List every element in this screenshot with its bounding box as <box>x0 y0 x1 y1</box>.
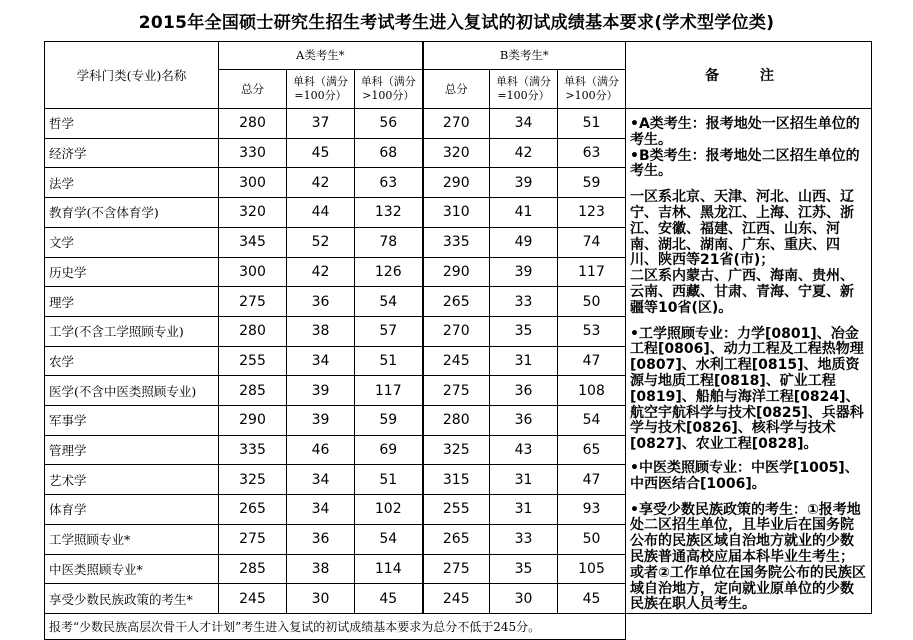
b-single-100-score: 31 <box>490 465 558 495</box>
b-single-over-score: 108 <box>558 376 626 406</box>
b-total-score: 265 <box>423 524 490 554</box>
a-single-over-score: 56 <box>355 109 423 139</box>
a-total-score: 265 <box>219 495 287 525</box>
b-single-over-score: 50 <box>558 524 626 554</box>
b-single-over-score: 54 <box>558 406 626 436</box>
a-single-100-score: 46 <box>287 435 355 465</box>
group-a-header: A类考生* <box>219 42 423 70</box>
table-row <box>45 109 872 139</box>
a-single-over-score: 57 <box>355 316 423 346</box>
b-single-100-score: 35 <box>490 554 558 584</box>
a-single-100-score: 34 <box>287 495 355 525</box>
subject-name: 军事学 <box>45 406 219 436</box>
remarks-notes <box>626 109 872 614</box>
subject-header: 学科门类(专业)名称 <box>45 42 219 109</box>
a-single-over-score: 78 <box>355 227 423 257</box>
subject-name: 工学照顾专业* <box>45 524 219 554</box>
b-total-score: 310 <box>423 198 490 228</box>
b-total-score: 290 <box>423 257 490 287</box>
a-single-100-score: 44 <box>287 198 355 228</box>
subject-name: 管理学 <box>45 435 219 465</box>
a-single-over-score: 54 <box>355 524 423 554</box>
note-b-definition: •B类考生：报考地处二区招生单位的考生。 <box>630 147 860 180</box>
subject-name: 文学 <box>45 227 219 257</box>
a-single-100-score: 39 <box>287 376 355 406</box>
a-single-100-score: 45 <box>287 138 355 168</box>
a-single-over-score: 117 <box>355 376 423 406</box>
a-total-score: 245 <box>219 584 287 614</box>
b-total-header: 总分 <box>423 70 490 109</box>
subject-name: 艺术学 <box>45 465 219 495</box>
subject-name: 理学 <box>45 287 219 317</box>
a-total-score: 345 <box>219 227 287 257</box>
page-title: 2015年全国硕士研究生招生考试考生进入复试的初试成绩基本要求(学术型学位类) <box>138 13 775 33</box>
note-region-1: 一区系北京、天津、河北、山西、辽宁、吉林、黑龙江、上海、江苏、浙江、安徽、福建、江西、山东、河南、湖北、湖南、广东、重庆、四川、陕西等21省(市)； <box>630 189 854 269</box>
b-single-over-score: 74 <box>558 227 626 257</box>
a-single-over-score: 63 <box>355 168 423 198</box>
a-single-100-score: 42 <box>287 257 355 287</box>
b-single-over-score: 93 <box>558 495 626 525</box>
b-single-100-score: 36 <box>490 376 558 406</box>
subject-name: 享受少数民族政策的考生* <box>45 584 219 614</box>
b-total-score: 290 <box>423 168 490 198</box>
a-single-over-score: 126 <box>355 257 423 287</box>
a-total-score: 285 <box>219 554 287 584</box>
a-single-100-score: 30 <box>287 584 355 614</box>
a-total-score: 275 <box>219 524 287 554</box>
subject-name: 经济学 <box>45 138 219 168</box>
b-single-100-score: 31 <box>490 495 558 525</box>
subject-name: 法学 <box>45 168 219 198</box>
b-single-over-score: 105 <box>558 554 626 584</box>
a-single-over-score: 51 <box>355 346 423 376</box>
subject-name: 体育学 <box>45 495 219 525</box>
b-single-100-score: 33 <box>490 524 558 554</box>
b-single-over-header: 单科（满分 >100分） <box>558 70 626 109</box>
a-total-score: 280 <box>219 316 287 346</box>
b-single-over-score: 59 <box>558 168 626 198</box>
b-single-100-score: 39 <box>490 168 558 198</box>
a-total-score: 300 <box>219 168 287 198</box>
b-single-100-score: 31 <box>490 346 558 376</box>
note-tcm-care: •中医类照顾专业：中医学[1005]、中西医结合[1006]。 <box>630 459 859 492</box>
b-total-score: 315 <box>423 465 490 495</box>
a-single-100-score: 39 <box>287 406 355 436</box>
b-single-100-score: 30 <box>490 584 558 614</box>
b-single-100-score: 35 <box>490 316 558 346</box>
b-total-score: 320 <box>423 138 490 168</box>
subject-name: 哲学 <box>45 109 219 139</box>
a-single-over-score: 59 <box>355 406 423 436</box>
b-single-over-score: 53 <box>558 316 626 346</box>
b-single-100-header: 单科（满分 =100分） <box>490 70 558 109</box>
a-total-score: 255 <box>219 346 287 376</box>
a-single-over-score: 132 <box>355 198 423 228</box>
b-total-score: 325 <box>423 435 490 465</box>
b-total-score: 255 <box>423 495 490 525</box>
a-single-over-score: 45 <box>355 584 423 614</box>
subject-name: 医学(不含中医类照顾专业) <box>45 376 219 406</box>
a-single-100-score: 36 <box>287 524 355 554</box>
a-single-over-score: 68 <box>355 138 423 168</box>
a-single-100-score: 52 <box>287 227 355 257</box>
a-single-100-score: 34 <box>287 346 355 376</box>
b-single-100-score: 41 <box>490 198 558 228</box>
footer-row <box>45 614 872 640</box>
a-total-score: 275 <box>219 287 287 317</box>
note-a-definition: •A类考生：报考地处一区招生单位的考生。 <box>630 116 860 148</box>
b-total-score: 275 <box>423 376 490 406</box>
a-total-score: 325 <box>219 465 287 495</box>
a-single-100-score: 36 <box>287 287 355 317</box>
a-total-score: 280 <box>219 109 287 139</box>
remarks-header: 备 注 <box>626 42 872 109</box>
a-single-100-score: 38 <box>287 554 355 584</box>
a-single-100-score: 34 <box>287 465 355 495</box>
a-single-over-score: 54 <box>355 287 423 317</box>
a-total-score: 335 <box>219 435 287 465</box>
group-b-header: B类考生* <box>423 42 626 70</box>
note-minority-policy: •享受少数民族政策的考生：①报考地处二区招生单位，且毕业后在国务院公布的民族区域自治地方就业的少数民族普通高校应届本科毕业生考生；或者②工作单位在国务院公布的民族区域自治地方，定向就业原单位的少数民族在职人员考生。 <box>630 501 866 613</box>
b-total-score: 275 <box>423 554 490 584</box>
a-single-100-header: 单科（满分 =100分） <box>287 70 355 109</box>
b-single-over-score: 65 <box>558 435 626 465</box>
b-single-over-score: 47 <box>558 346 626 376</box>
b-single-100-score: 49 <box>490 227 558 257</box>
b-total-score: 245 <box>423 584 490 614</box>
b-single-100-score: 42 <box>490 138 558 168</box>
a-total-header: 总分 <box>219 70 287 109</box>
b-single-over-score: 45 <box>558 584 626 614</box>
b-total-score: 280 <box>423 406 490 436</box>
a-total-score: 320 <box>219 198 287 228</box>
a-total-score: 285 <box>219 376 287 406</box>
a-total-score: 300 <box>219 257 287 287</box>
footer-note: 报考“少数民族高层次骨干人才计划”考生进入复试的初试成绩基本要求为总分不低于245分。 <box>45 614 626 640</box>
b-single-over-score: 51 <box>558 109 626 139</box>
b-total-score: 245 <box>423 346 490 376</box>
note-region-2: 二区系内蒙古、广西、海南、贵州、云南、西藏、甘肃、青海、宁夏、新疆等10省(区)。 <box>630 268 854 316</box>
a-single-over-score: 102 <box>355 495 423 525</box>
subject-name: 历史学 <box>45 257 219 287</box>
subject-name: 工学(不含工学照顾专业) <box>45 316 219 346</box>
score-requirements-table <box>44 41 872 640</box>
a-single-100-score: 37 <box>287 109 355 139</box>
a-single-over-score: 114 <box>355 554 423 584</box>
a-single-over-header: 单科（满分 >100分） <box>355 70 423 109</box>
b-single-100-score: 43 <box>490 435 558 465</box>
b-total-score: 265 <box>423 287 490 317</box>
b-single-over-score: 123 <box>558 198 626 228</box>
b-single-over-score: 63 <box>558 138 626 168</box>
b-total-score: 335 <box>423 227 490 257</box>
b-single-100-score: 34 <box>490 109 558 139</box>
b-single-over-score: 47 <box>558 465 626 495</box>
subject-name: 教育学(不含体育学) <box>45 198 219 228</box>
note-engineering-care: •工学照顾专业：力学[0801]、冶金工程[0806]、动力工程及工程热物理[0807]、水利工程[0815]、地质资源与地质工程[0818]、矿业工程[0819]、船舶与海洋工程[0824]、航空宇航科学与技术[0825]、兵器科学与技术[0826]、核科学与技术[0827]、农业工程[0828]。 <box>630 325 864 453</box>
a-total-score: 330 <box>219 138 287 168</box>
a-single-over-score: 69 <box>355 435 423 465</box>
b-total-score: 270 <box>423 109 490 139</box>
b-single-100-score: 33 <box>490 287 558 317</box>
b-total-score: 270 <box>423 316 490 346</box>
b-single-over-score: 50 <box>558 287 626 317</box>
subject-name: 中医类照顾专业* <box>45 554 219 584</box>
b-single-over-score: 117 <box>558 257 626 287</box>
b-single-100-score: 36 <box>490 406 558 436</box>
subject-name: 农学 <box>45 346 219 376</box>
b-single-100-score: 39 <box>490 257 558 287</box>
a-single-over-score: 51 <box>355 465 423 495</box>
a-single-100-score: 38 <box>287 316 355 346</box>
a-single-100-score: 42 <box>287 168 355 198</box>
a-total-score: 290 <box>219 406 287 436</box>
